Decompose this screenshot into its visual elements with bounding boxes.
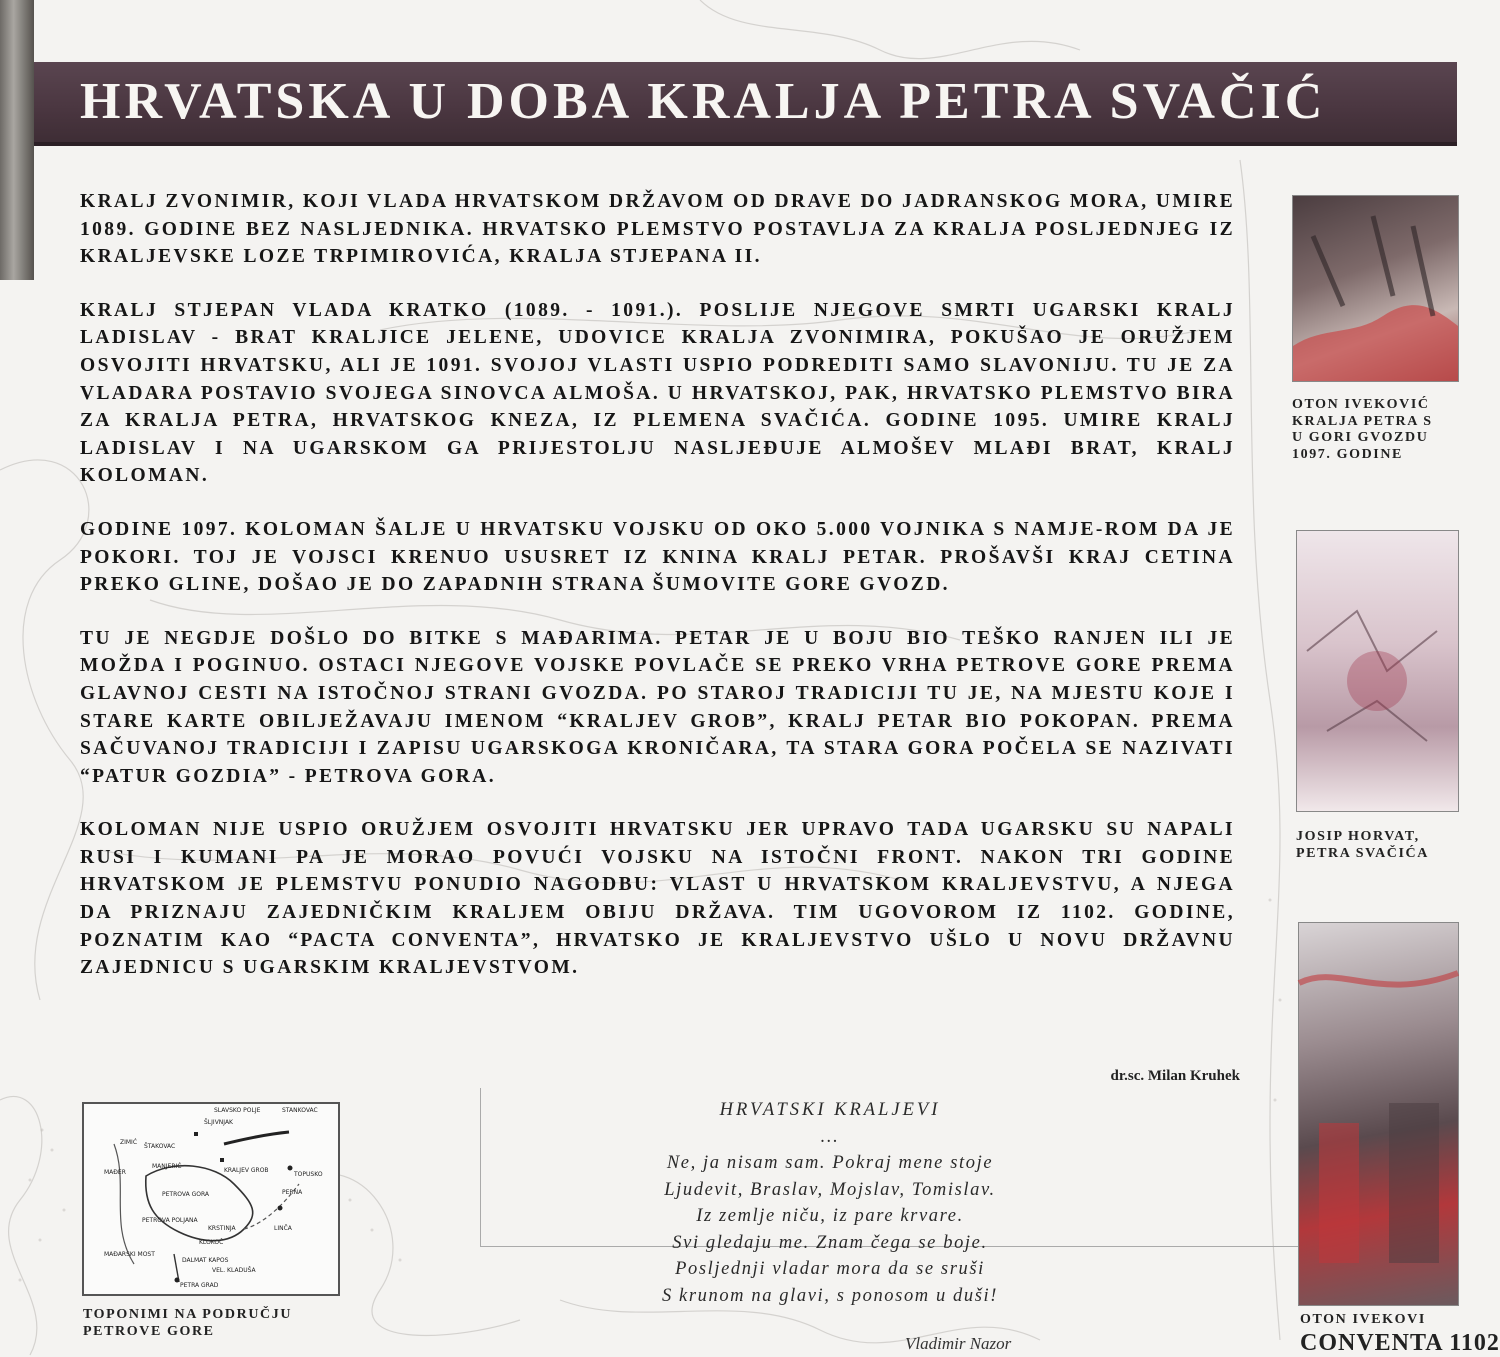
poem-line: Posljednji vladar mora da se sruši: [675, 1259, 985, 1279]
map-label: KLOKOČ: [199, 1239, 224, 1246]
map-label: KRALJEV GROB: [224, 1167, 269, 1174]
poem-line: Svi gledaju me. Znam čega se boje.: [672, 1232, 988, 1253]
caption-line: OTON IVEKOVI: [1300, 1312, 1426, 1327]
poem: [560, 1097, 1100, 1309]
painting-ivekovic-gvozd: [1292, 195, 1459, 382]
map-label: PETROVA GORA: [162, 1191, 209, 1198]
map-label: PETROVA POLJANA: [142, 1217, 198, 1224]
painting-sketch: [1299, 923, 1458, 1305]
caption-line: PETRA SVAČIĆA: [1296, 845, 1429, 861]
article-paragraph: KOLOMAN NIJE USPIO ORUŽJEM OSVOJITI HRVATSKU JER UPRAVO TADA UGARSKU SU NAPALI RUSI I KUMANI PA JE MORAO POVUĆI VOJSKU NA ISTOČNI FRONT. NAKON TRI GODINE HRVATSKOM JE PLEMSTVU PONUDIO NAGODBU: VLAST U HRVATSKOM KRALJEVSTVU, A NJEGA DA PRIZNAJU ZAJEDNIČKIM KRALJEM OBIJU DRŽAVA. TIM UGOVOROM IZ 1102. GODINE, POZNATIM KAO “PACTA CONVENTA”, HRVATSKO JE KRALJEVSTVO UŠLO U NOVU DRŽAVNU ZAJEDNICU S UGARSKIM KRALJEVSTVOM.: [80, 819, 1235, 979]
map-caption: [83, 1306, 343, 1340]
map-label: MAĐER: [104, 1169, 126, 1176]
map-label: PETRA GRAD: [180, 1282, 219, 1289]
poem-line: Ne, ja nisam sam. Pokraj mene stoje: [666, 1153, 994, 1173]
article-author: dr.sc. Milan Kruhek: [1110, 1068, 1240, 1084]
painting-caption: [1296, 829, 1429, 862]
map-label: DALMAT KAPOS: [182, 1257, 229, 1264]
article-paragraph: GODINE 1097. KOLOMAN ŠALJE U HRVATSKU VOJSKU OD OKO 5.000 VOJNIKA S NAMJE-ROM DA JE POKORI. TOJ JE VOJSCI KRENUO USUSRET IZ KNINA KRALJ PETAR. PROŠAVŠI KRAJ CETINA PREKO GLINE, DOŠAO JE DO ZAPADNIH STRANA ŠUMOVITE GORE GVOZD.: [80, 518, 1235, 596]
map-label: ŠLJIVNJAK: [204, 1119, 233, 1126]
poem-line: Iz zemlje niču, iz pare krvare.: [696, 1206, 964, 1226]
caption-line: OTON IVEKOVIĆ: [1292, 397, 1430, 412]
painting-caption: [1300, 1312, 1500, 1357]
map-label: SLAVSKO POLJE: [214, 1107, 261, 1114]
article-body: [80, 188, 1235, 1008]
poem-author: Vladimir Nazor: [905, 1334, 1012, 1353]
map-caption-line: PETROVE GORE: [83, 1324, 215, 1339]
map-label: MANJERIĆ: [152, 1163, 182, 1170]
article-paragraph: TU JE NEGDJE DOŠLO DO BITKE S MAĐARIMA. PETAR JE U BOJU BIO TEŠKO RANJEN ILI JE MOŽDA I POGINUO. OSTACI NJEGOVE VOJSKE POVLAČE SE PREKO VRHA PETROVE GORE PREMA GLAVNOJ CESTI NA ISTOČNOJ STRANI GVOZDA. PO STAROJ TRADICIJI TU JE, NA MJESTU KOJE I STARE KARTE OBILJEŽAVAJU IMENOM “KRALJEV GROB”, KRALJ PETAR BIO POKOPAN. PREMA SAČUVANOJ TRADICIJI I ZAPISU UGARSKOGA KRONIČARA, TA STARA GORA POČELA SE NAZIVATI “PATUR GOZDIA” - PETROVA GORA.: [80, 627, 1235, 787]
map-label: MAĐARSKI MOST: [104, 1251, 155, 1258]
map-label: ŠTAKOVAC: [144, 1143, 176, 1150]
caption-line: KRALJA PETRA S: [1292, 413, 1433, 429]
map-label: ZIMIĆ: [120, 1139, 138, 1146]
page-title: HRVATSKA U DOBA KRALJA PETRA SVAČIĆ: [80, 73, 1327, 130]
map-caption-line: TOPONIMI NA PODRUČJU: [83, 1307, 293, 1322]
caption-line: U GORI GVOZDU: [1292, 430, 1429, 446]
map-label: PERNA: [282, 1189, 303, 1196]
painting-horvat-svacic: [1296, 530, 1459, 812]
map-label: STANKOVAC: [282, 1107, 318, 1114]
title-banner: [34, 62, 1457, 146]
left-wooden-post: [0, 0, 34, 280]
toponym-map: [82, 1102, 340, 1296]
article-paragraph: KRALJ STJEPAN VLADA KRATKO (1089. - 1091.). POSLIJE NJEGOVE SMRTI UGARSKI KRALJ LADISLAV - BRAT KRALJICE JELENE, UDOVICE KRALJA ZVONIMIRA, POKUŠAO JE ORUŽJEM OSVOJITI HRVATSKU, ALI JE 1091. SVOJOJ VLASTI USPIO PODREDITI SAMO SLAVONIJU. TU JE ZA VLADARA POSTAVIO SVOJEGA SINOVCA ALMOŠA. U HRVATSKOJ, PAK, HRVATSKO PLEMSTVO BIRA ZA KRALJA PETRA, HRVATSKOG KNEZA, IZ PLEMENA SVAČIĆA. GODINE 1095. UMIRE KRALJ LADISLAV I NA UGARSKOM GA PRIJESTOLJU NASLJEĐUJE ALMOŠEV MLAĐI BRAT, KRALJ KOLOMAN.: [80, 299, 1235, 487]
caption-title: CONVENTA 1102: [1300, 1329, 1500, 1356]
map-label: TOPUSKO: [294, 1171, 323, 1178]
poem-line: S krunom na glavi, s ponosom u duši!: [661, 1285, 999, 1306]
painting-sketch: [1297, 531, 1458, 811]
article-paragraph: KRALJ ZVONIMIR, KOJI VLADA HRVATSKOM DRŽAVOM OD DRAVE DO JADRANSKOG MORA, UMIRE 1089. GODINE BEZ NASLJEDNIKA. HRVATSKO PLEMSTVO POSTAVLJA ZA KRALJA POSLJEDNJEG IZ KRALJEVSKE LOZE TRPIMIROVIĆA, KRALJA STJEPANA II.: [80, 191, 1235, 268]
map-label: LINČA: [274, 1225, 292, 1232]
painting-caption: [1292, 397, 1433, 463]
poem-line: Ljudevit, Braslav, Mojslav, Tomislav.: [664, 1179, 996, 1200]
poem-title: HRVATSKI KRALJEVI: [719, 1100, 941, 1120]
toponym-map-drawing: [84, 1104, 338, 1294]
painting-sketch: [1293, 196, 1458, 381]
caption-line: 1097. GODINE: [1292, 446, 1403, 462]
caption-line: JOSIP HORVAT,: [1296, 829, 1420, 844]
map-label: VEL. KLADUŠA: [212, 1267, 256, 1274]
poem-ellipsis: ...: [820, 1126, 840, 1147]
painting-pacta-conventa: [1298, 922, 1459, 1306]
map-label: KRSTINJA: [208, 1225, 236, 1232]
